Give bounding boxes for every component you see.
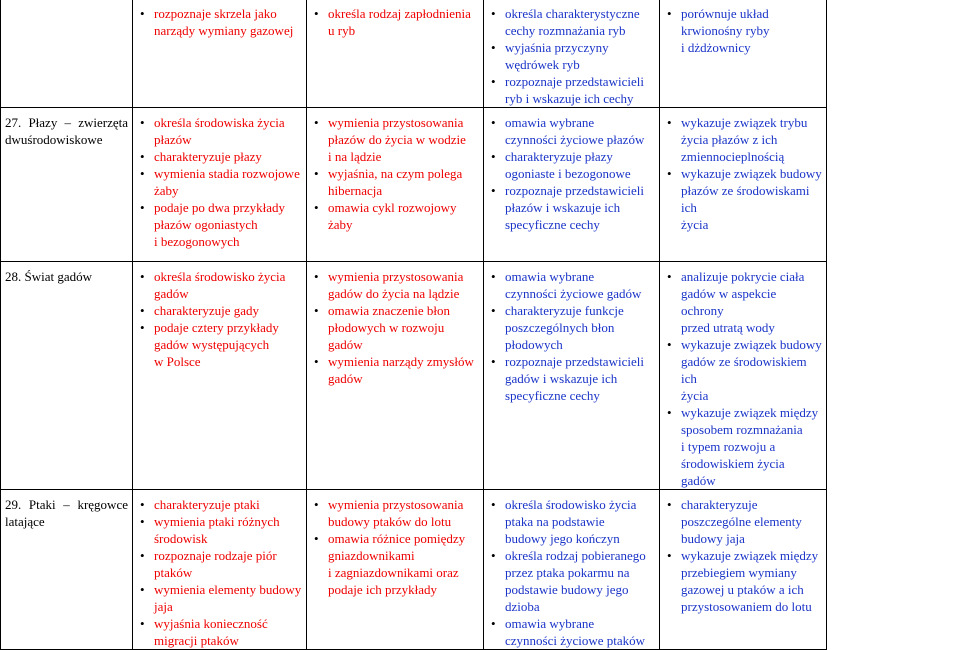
requirements-basic-cell [133, 108, 307, 262]
requirement-item: • określa środowisko życia [137, 268, 302, 285]
requirement-item: • rozpoznaje przedstawicieli [488, 182, 655, 199]
requirement-item: • analizuje pokrycie ciała [664, 268, 822, 285]
requirement-item: dzioba [505, 599, 540, 614]
requirement-list [311, 114, 479, 233]
requirements-extended-cell [307, 262, 484, 490]
requirements-extended-cell [307, 0, 484, 108]
requirement-item: i na lądzie [328, 149, 382, 164]
requirement-item: • charakteryzuje płazy [137, 148, 302, 165]
requirement-item: • określa charakterystyczne [488, 5, 655, 22]
requirement-item: życia płazów z ich [681, 132, 778, 147]
requirement-item: i typem rozwoju a [681, 439, 776, 454]
requirement-list [488, 5, 655, 107]
requirement-item: • wykazuje związek między [664, 547, 822, 564]
requirement-item: • charakteryzuje płazy [488, 148, 655, 165]
requirement-item: • wymienia przystosowania [311, 114, 479, 131]
requirement-list [488, 114, 655, 233]
requirements-basic-cell [133, 490, 307, 650]
requirement-item: • porównuje układ [664, 5, 822, 22]
requirements-advanced-cell [484, 490, 660, 650]
requirement-item: specyficzne cechy [505, 217, 600, 232]
requirements-advanced-cell [484, 108, 660, 262]
requirements-basic-cell [133, 0, 307, 108]
requirements-advanced-cell [484, 262, 660, 490]
topic-title-line: 28. Świat gadów [5, 269, 93, 284]
requirement-item: życia [681, 388, 709, 403]
requirement-item: • omawia wybrane [488, 114, 655, 131]
requirement-list [664, 496, 822, 615]
requirement-item: i dżdżownicy [681, 40, 751, 55]
requirement-item: cechy rozmnażania ryb [505, 23, 626, 38]
requirement-item: żaby [328, 217, 353, 232]
requirement-item: gadów występujących [154, 337, 270, 352]
requirement-item: • określa rodzaj pobieranego [488, 547, 655, 564]
requirement-item: gadów [328, 337, 363, 352]
requirement-item: • podaje po dwa przykłady [137, 199, 302, 216]
requirement-item: • omawia wybrane [488, 615, 655, 632]
requirement-item: podstawie budowy jego [505, 582, 629, 597]
requirement-item: • wyjaśnia konieczność [137, 615, 302, 632]
topic-title-line: 29. Ptaki – kręgowce [5, 497, 128, 512]
requirement-item: gadów [154, 286, 189, 301]
topic-cell [1, 262, 133, 490]
requirement-item: • wykazuje związek budowy [664, 336, 822, 353]
requirement-item: u ryb [328, 23, 356, 38]
requirements-extended-cell [307, 108, 484, 262]
requirement-item: • omawia znaczenie błon [311, 302, 479, 319]
requirement-item: i zagniazdownikami oraz [328, 565, 459, 580]
requirement-item: żaby [154, 183, 179, 198]
requirement-item: czynności życiowe gadów [505, 286, 642, 301]
table-row [1, 490, 827, 650]
table-row [1, 262, 827, 490]
requirement-item: zmiennocieplnością [681, 149, 785, 164]
requirement-item: gadów ze środowiskiem ich [681, 354, 807, 386]
requirement-item: gadów [328, 371, 363, 386]
requirement-item: • wyjaśnia przyczyny [488, 39, 655, 56]
requirement-item: gazowej u ptaków a ich [681, 582, 804, 597]
requirement-item: płazów [154, 132, 192, 147]
requirement-item: • wymienia stadia rozwojowe [137, 165, 302, 182]
topic-cell [1, 490, 133, 650]
requirement-item: • wykazuje związek trybu [664, 114, 822, 131]
requirement-item: życia [681, 217, 709, 232]
requirement-item: krwionośny ryby [681, 23, 770, 38]
requirement-list [137, 268, 302, 370]
requirement-item: płodowych w rozwoju [328, 320, 445, 335]
requirement-list [137, 5, 302, 39]
requirement-item: gadów do życia na lądzie [328, 286, 460, 301]
requirement-item: przystosowaniem do lotu [681, 599, 812, 614]
requirement-item: • wymienia przystosowania [311, 268, 479, 285]
requirement-item: sposobem rozmnażania [681, 422, 803, 437]
requirement-item: • rozpoznaje skrzela jako [137, 5, 302, 22]
topic-title-line: 27. Płazy – zwierzęta [5, 115, 128, 130]
requirement-item: wędrówek ryb [505, 57, 580, 72]
requirement-item: • rozpoznaje przedstawicieli [488, 73, 655, 90]
requirements-basic-cell [133, 262, 307, 490]
topic-cell [1, 108, 133, 262]
requirement-item: migracji ptaków [154, 633, 239, 648]
requirement-item: płazów i wskazuje ich [505, 200, 621, 215]
requirement-item: • określa rodzaj zapłodnienia [311, 5, 479, 22]
requirement-item: • rozpoznaje rodzaje piór [137, 547, 302, 564]
requirement-item: • charakteryzuje gady [137, 302, 302, 319]
requirements-excellent-cell [660, 262, 827, 490]
requirement-item: gadów i wskazuje ich [505, 371, 618, 386]
requirement-item: ptaka na podstawie [505, 514, 605, 529]
requirement-item: płodowych [505, 337, 563, 352]
requirement-item: budowy jego kończyn [505, 531, 620, 546]
requirement-item: • charakteryzuje funkcje [488, 302, 655, 319]
requirement-item: płazów ze środowiskami ich [681, 183, 810, 215]
topic-title-line: latające [5, 514, 45, 529]
requirement-item: • charakteryzuje [664, 496, 822, 513]
requirement-list [137, 496, 302, 649]
requirement-item: • charakteryzuje ptaki [137, 496, 302, 513]
requirement-item: jaja [154, 599, 173, 614]
requirement-item: środowisk [154, 531, 208, 546]
requirement-item: • wyjaśnia, na czym polega [311, 165, 479, 182]
requirement-item: czynności życiowe płazów [505, 132, 645, 147]
requirement-item: • wymienia narządy zmysłów [311, 353, 479, 370]
requirement-item: środowiskiem życia gadów [681, 456, 785, 488]
requirement-list [664, 268, 822, 489]
requirement-item: hibernacja [328, 183, 383, 198]
requirement-item: • wymienia przystosowania [311, 496, 479, 513]
requirements-excellent-cell [660, 108, 827, 262]
requirement-item: czynności życiowe ptaków [505, 633, 646, 648]
requirement-item: • wymienia ptaki różnych [137, 513, 302, 530]
requirement-item: przebiegiem wymiany [681, 565, 797, 580]
requirement-item: • omawia cykl rozwojowy [311, 199, 479, 216]
requirement-item: • rozpoznaje przedstawicieli [488, 353, 655, 370]
requirement-item: specyficzne cechy [505, 388, 600, 403]
requirement-list [664, 5, 822, 56]
requirement-item: • omawia różnice pomiędzy [311, 530, 479, 547]
requirement-item: • omawia wybrane [488, 268, 655, 285]
requirement-item: ptaków [154, 565, 193, 580]
requirement-item: i bezogonowych [154, 234, 240, 249]
requirement-item: budowy ptaków do lotu [328, 514, 452, 529]
requirement-list [311, 496, 479, 598]
requirement-item: • określa środowiska życia [137, 114, 302, 131]
requirement-item: w Polsce [154, 354, 201, 369]
requirement-item: ryb i wskazuje ich cechy [505, 91, 634, 106]
topic-title-line: dwuśrodowiskowe [5, 132, 103, 147]
requirement-list [311, 5, 479, 39]
requirement-item: gadów w aspekcie ochrony [681, 286, 777, 318]
requirement-item: przed utratą wody [681, 320, 775, 335]
requirement-list [311, 268, 479, 387]
requirement-item: ogoniaste i bezogonowe [505, 166, 631, 181]
requirement-list [488, 496, 655, 649]
requirement-item: podaje ich przykłady [328, 582, 438, 597]
requirement-item: • wykazuje związek budowy [664, 165, 822, 182]
requirement-item: gniazdownikami [328, 548, 415, 563]
table-row [1, 108, 827, 262]
requirements-advanced-cell [484, 0, 660, 108]
requirement-list [664, 114, 822, 233]
requirement-item: budowy jaja [681, 531, 745, 546]
requirement-item: narządy wymiany gazowej [154, 23, 294, 38]
requirement-item: przez ptaka pokarmu na [505, 565, 630, 580]
requirement-list [137, 114, 302, 250]
table-row [1, 0, 827, 108]
requirement-item: • wymienia elementy budowy [137, 581, 302, 598]
requirements-extended-cell [307, 490, 484, 650]
requirement-list [488, 268, 655, 404]
requirement-item: poszczególne elementy [681, 514, 802, 529]
requirement-item: poszczególnych błon [505, 320, 615, 335]
requirement-item: • określa środowisko życia [488, 496, 655, 513]
requirement-item: płazów do życia w wodzie [328, 132, 466, 147]
curriculum-table-body [1, 0, 827, 650]
requirements-excellent-cell [660, 0, 827, 108]
requirement-item: • podaje cztery przykłady [137, 319, 302, 336]
topic-cell [1, 0, 133, 108]
requirement-item: • wykazuje związek między [664, 404, 822, 421]
requirements-excellent-cell [660, 490, 827, 650]
requirement-item: płazów ogoniastych [154, 217, 258, 232]
